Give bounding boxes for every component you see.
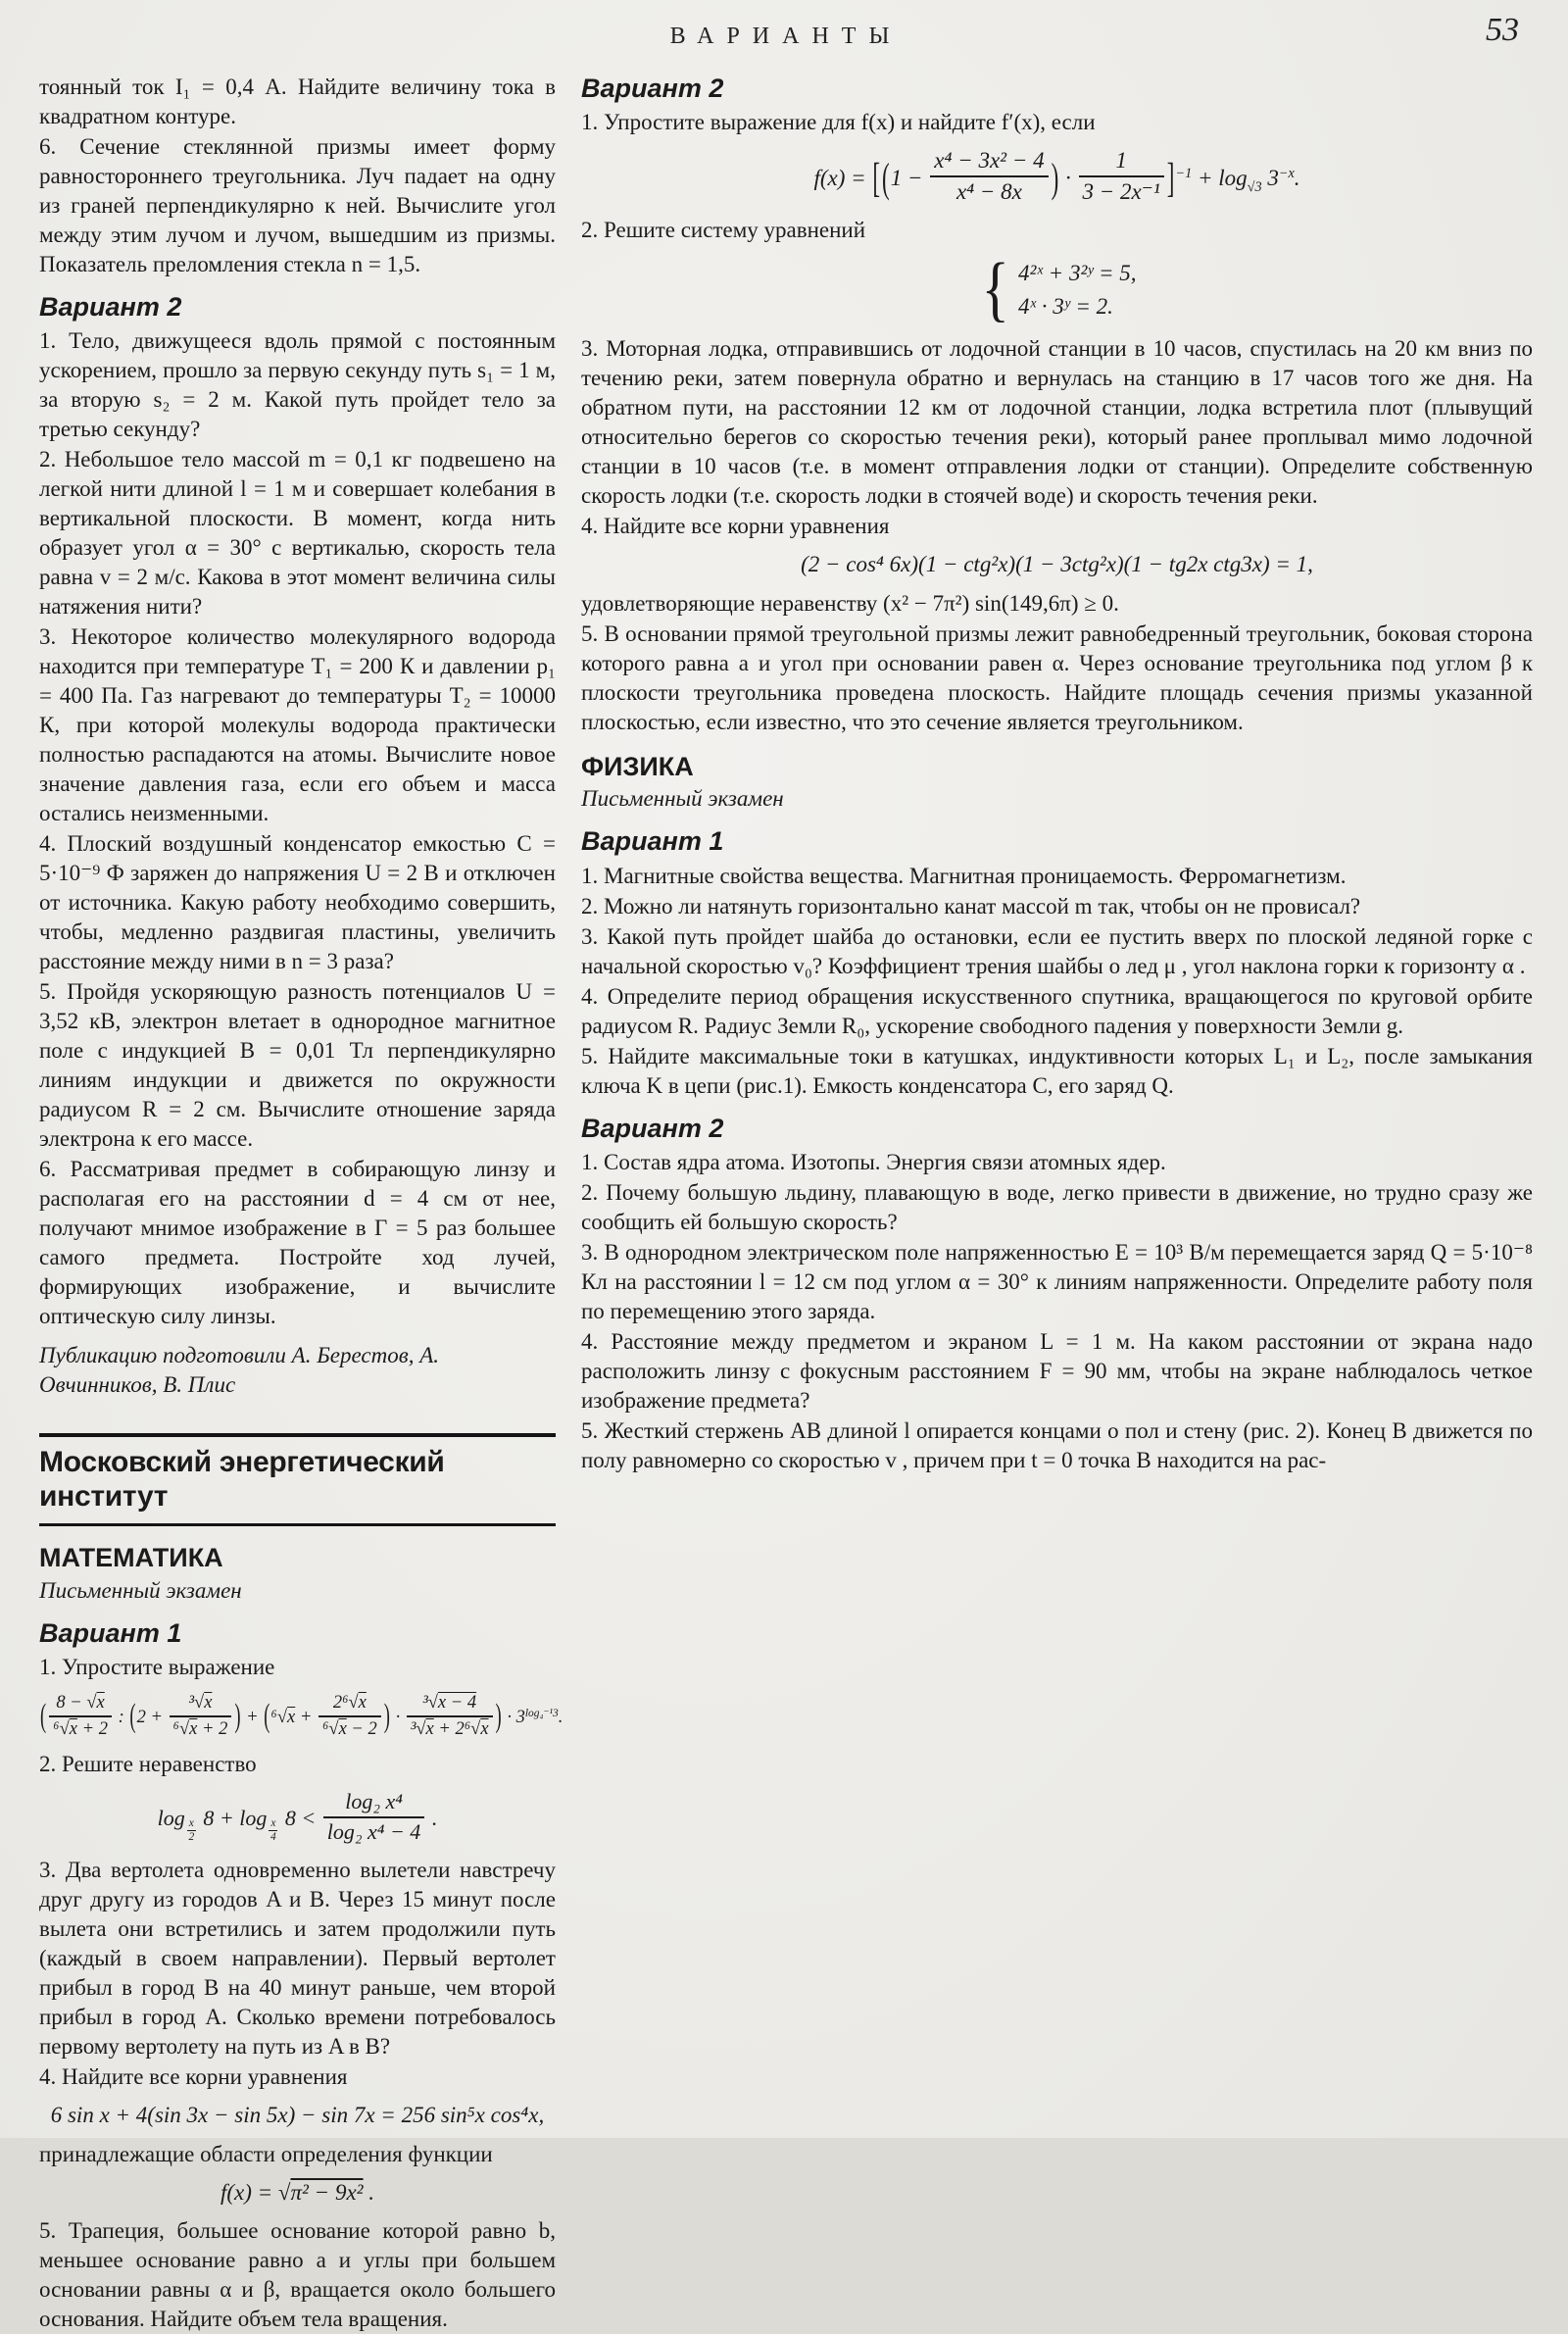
problem: 5. Жесткий стержень AB длиной l опирается концами о пол и стену (рис. 2). Конец B движется по полу равномерно со скоростью v , причем при t = 0 точка B находится на рас- <box>581 1418 1533 1472</box>
system-equation-1: 4²ˣ + 3²ʸ = 5, <box>1018 260 1137 285</box>
right-column <box>581 73 1533 2334</box>
problem: 2. Небольшое тело массой m = 0,1 кг подвешено на легкой нити длиной l = 1 м и совершает колебания в вертикальной плоскости. В момент, когда нить образует угол α = 30° с вертикалью, скорость тела равна v = 2 м/с. Какова в этот момент величина силы натяжения нити? <box>39 447 556 620</box>
problem-label: 1. Упростите выражение <box>39 1655 275 1680</box>
variant-1-heading: Вариант 1 <box>39 1617 182 1648</box>
institute-heading: Московский энергетический институт <box>39 1433 556 1526</box>
problem-text: принадлежащие области определения функции <box>39 2141 493 2166</box>
problem: 4. Расстояние между предметом и экраном L = 1 м. На каком расстоянии от экрана надо расположить линзу с фокусным расстоянием F = 90 мм, чтобы на экране наблюдалось четкое изображение предмета? <box>581 1329 1533 1413</box>
problem: 3. Некоторое количество молекулярного водорода находится при температуре T₁ = 200 К и давлении p₁ = 400 Па. Газ нагревают до температуры T₂ = 10000 К, при которой молекулы водорода практически полностью распадаются на атомы. Вычислите новое значение давления газа, если его объем и масса остались неизменными. <box>39 624 556 826</box>
problem: 5. Найдите максимальные токи в катушках, индуктивности которых L₁ и L₂, после замыкания ключа K в цепи (рис.1). Емкость конденсатора C, его заряд Q. <box>581 1043 1533 1098</box>
subject-heading-physics: ФИЗИКА <box>581 751 694 781</box>
variant-2-heading: Вариант 2 <box>39 292 182 322</box>
problem: 6. Рассматривая предмет в собирающую линзу и располагая его на расстоянии d = 4 см от нее, получают мнимое изображение в Г = 5 раз большее самого предмета. Постройте ход лучей, формирующих изображение, и вычислите оптическую силу линзы. <box>39 1157 556 1329</box>
problem: 5. Трапеция, большее основание которой равно b, меньшее основание равно a и углы при большем основании равны α и β, вращается около большего основания. Найдите объем тела вращения. <box>39 2218 556 2332</box>
problem: 5. В основании прямой треугольной призмы лежит равнобедренный треугольник, боковая сторона которого равна a и угол при основании равен α. Через основание треугольника под углом β к плоскости треугольника проведена плоскость. Найдите площадь сечения призмы указанной плоскостью, если известно, что это сечение является треугольником. <box>581 621 1533 734</box>
problem: 2. Можно ли натянуть горизонтально канат массой m так, чтобы он не провисал? <box>581 893 1361 919</box>
subject-heading-math: МАТЕМАТИКА <box>39 1543 223 1573</box>
display-formula: f(x) = √π² − 9x² . <box>220 2179 375 2205</box>
problem-label: 1. Упростите выражение для f(x) и найдите f′(x), если <box>581 110 1096 135</box>
display-formula: f(x) = [(1 − $\frac{\text{x⁴ − 3x² − 4}}{\text{x⁴ − 8x}}$ ) · $\frac{1}{\text{3 − 2x⁻¹}}$ ]$^{-1} + \log_{√3} 3^{-x}$. <box>813 148 1300 205</box>
display-equation: 6 sin x + 4(sin 3x − sin 5x) − sin 7x = 256 sin⁵x cos⁴x, <box>50 2102 545 2127</box>
problem: 5. Пройдя ускоряющую разность потенциалов U = 3,52 кВ, электрон влетает в однородное магнитное поле с индукцией B = 0,01 Тл перпендикулярно линиям индукции и движется по окружности радиусом R = 2 см. Вычислите отношение заряда электрона к его массе. <box>39 979 556 1152</box>
problem: 1. Состав ядра атома. Изотопы. Энергия связи атомных ядер. <box>581 1150 1166 1174</box>
exam-type: Письменный экзамен <box>39 1577 242 1603</box>
system-equation-2: 4ˣ · 3ʸ = 2. <box>1018 293 1113 319</box>
variant-1-heading: Вариант 1 <box>581 826 724 857</box>
problem: 3. Два вертолета одновременно вылетели навстречу друг другу из городов A и B. Через 15 минут после вылета они встретились и затем продолжили путь (каждый в своем направлении). Первый вертолет прибыл в город B на 40 минут раньше, чем второй прибыл в город A. Сколько времени потребовалось первому вертолету на путь из A в B? <box>39 1857 556 2059</box>
page-header-title: ВАРИАНТЫ <box>669 24 903 49</box>
problem-label: 2. Решите неравенство <box>39 1752 257 1777</box>
problem: 4. Определите период обращения искусственного спутника, вращающегося по круговой орбите радиусом R. Радиус Земли R₀, ускорение свободного падения у поверхности Земли g. <box>581 983 1533 1038</box>
system-brace: { <box>981 249 1009 330</box>
left-column <box>39 73 564 2334</box>
problem: 1. Магнитные свойства вещества. Магнитная проницаемость. Ферромагнетизм. <box>581 863 1347 888</box>
publication-credit: Публикацию подготовили А. Берестов, А. Овчинников, В. Плис <box>39 1343 440 1398</box>
problem: 3. Моторная лодка, отправившись от лодочной станции в 10 часов, спустилась на 20 км вниз по течению реки, затем повернула обратно и вернулась на станцию в 17 часов того же дня. На обратном пути, на расстоянии 12 км от лодочной станции, лодка встретила плот (плывущий относительно берегов со скоростью течения реки), который ранее проплывал мимо лодочной станции в 10 часов (т.е. в момент отправления лодки от станции). Определите собственную скорость лодки (т.е. скорость лодки в стоячей воде) и скорость течения реки. <box>581 336 1533 509</box>
problem-label: 4. Найдите все корни уравнения <box>581 514 890 539</box>
continued-problem-text: тоянный ток I₁ = 0,4 А. Найдите величину тока в квадратном контуре. <box>39 74 556 128</box>
problem: 2. Почему большую льдину, плавающую в воде, легко привести в движение, но трудно сразу же сообщить ей большую скорость? <box>581 1180 1533 1234</box>
page-header <box>39 12 1533 67</box>
display-formula: log $\frac{x}{2}$ 8 + log $\frac{x}{4}$ 8 < $\frac{\text{log₂ x⁴}}{\text{log₂ x⁴ − 4}}$ . <box>157 1789 438 1845</box>
problem: 4. Плоский воздушный конденсатор емкостью C = 5·10⁻⁹ Ф заряжен до напряжения U = 2 В и отключен от источника. Какую работу необходимо совершить, чтобы, медленно раздвигая пластины, увеличить расстояние между ними в n = 3 раза? <box>39 831 556 974</box>
display-formula: ( $\frac{8 - √x}{\text{⁶√x + 2}}$ : (2 + $\frac{\text{³√x}}{\text{⁶√x + 2}}$ ) + (⁶√x + $\frac{\text{2⁶√x}}{\text{⁶√x − 2}}$ ) · $\frac{\text{³√x − 4}}{\text{³√x + 2⁶√x}}$ ) · $3^{log_4^{-1}3}$. <box>40 1693 564 1739</box>
page-number: 53 <box>1486 12 1519 48</box>
problem-text: удовлетворяющие неравенству (x² − 7π²) sin(149,6π) ≥ 0. <box>581 590 1119 616</box>
equation-system <box>581 249 1533 330</box>
problem-label: 2. Решите систему уравнений <box>581 218 866 243</box>
exam-type: Письменный экзамен <box>581 786 784 812</box>
problem-physics-6: 6. Сечение стеклянной призмы имеет форму равностороннего треугольника. Луч падает на одну из граней перпендикулярно к ней. Вычислите угол между этим лучом и лучом, вышедшим из призмы. Показатель преломления стекла n = 1,5. <box>39 134 556 276</box>
problem: 3. Какой путь пройдет шайба до остановки, если ее пустить вверх по плоской ледяной горке с начальной скоростью v₀? Коэффициент трения шайбы о лед μ , угол наклона горки к горизонту α . <box>581 923 1533 978</box>
variant-2-heading: Вариант 2 <box>581 1113 724 1143</box>
display-equation: (2 − cos⁴ 6x)(1 − ctg²x)(1 − 3ctg²x)(1 − tg2x ctg3x) = 1, <box>801 552 1313 577</box>
variant-2-heading: Вариант 2 <box>581 74 724 103</box>
system-equations <box>1018 259 1136 322</box>
two-column-layout <box>39 73 1533 2334</box>
problem: 3. В однородном электрическом поле напряженностью E = 10³ В/м перемещается заряд Q = 5·10⁻⁸ Кл на расстоянии l = 12 см под углом α = 30° к линиям напряженности. Определите работу поля по перемещению этого заряда. <box>581 1240 1533 1323</box>
problem-label: 4. Найдите все корни уравнения <box>39 2063 348 2089</box>
problem: 1. Тело, движущееся вдоль прямой с постоянным ускорением, прошло за первую секунду путь s₁ = 1 м, за вторую s₂ = 2 м. Какой путь пройдет тело за третью секунду? <box>39 328 556 442</box>
